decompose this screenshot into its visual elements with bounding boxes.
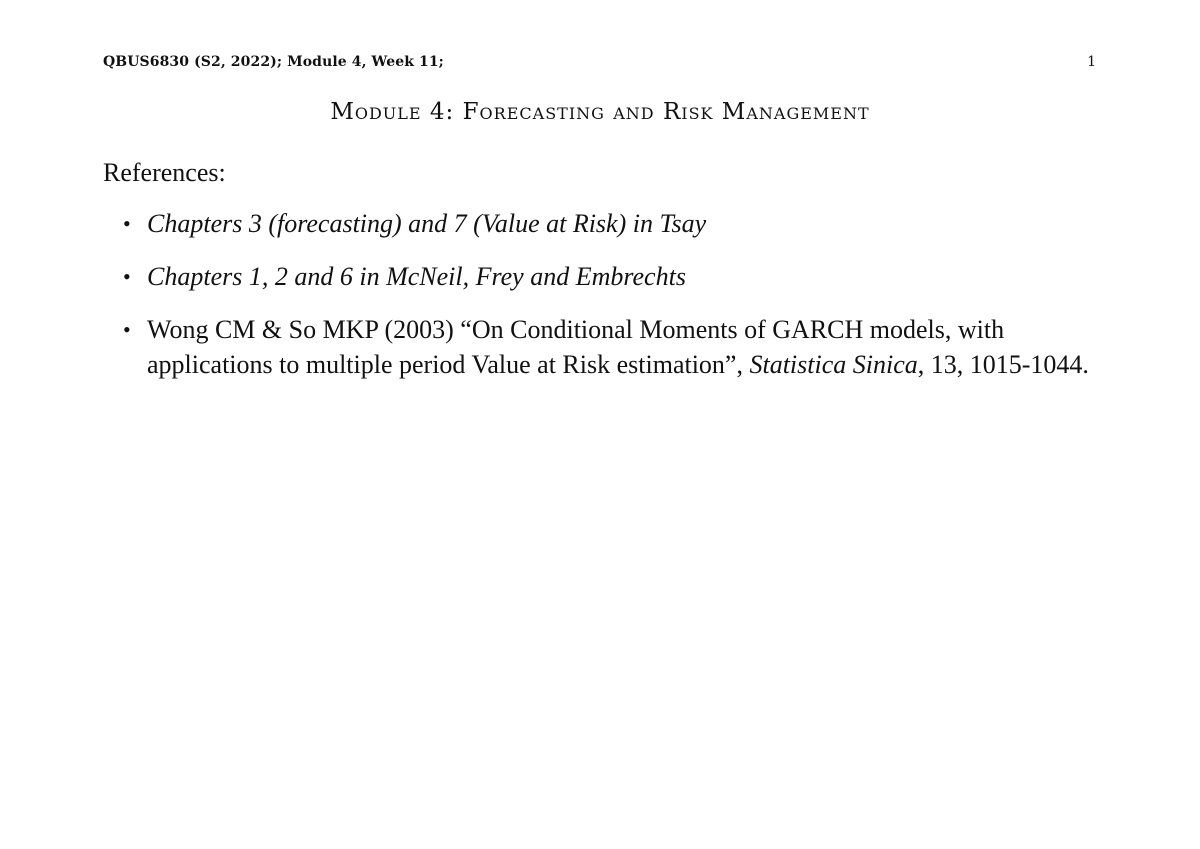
bullet-icon: • bbox=[123, 211, 131, 236]
reference-citation: , 13, 1015-1044. bbox=[917, 350, 1089, 379]
reference-item-tsay bbox=[103, 206, 1098, 241]
reference-text: Wong CM & So MKP (2003) “On Conditional Moments of GARCH models, with applications to multiple period Value at Risk estimation”, bbox=[147, 315, 1005, 379]
reference-text: Chapters 3 (forecasting) and 7 (Value at Risk) in Tsay bbox=[147, 209, 707, 238]
references-label: References: bbox=[103, 158, 226, 187]
reference-item-mcneil bbox=[103, 259, 1098, 294]
page-number: 1 bbox=[1087, 54, 1096, 70]
bullet-icon: • bbox=[123, 317, 131, 342]
page-title: Module 4: Forecasting and Risk Management bbox=[330, 99, 870, 125]
running-header: QBUS6830 (S2, 2022); Module 4, Week 11; bbox=[103, 54, 444, 70]
references-list bbox=[103, 206, 1098, 400]
reference-item-wong-so bbox=[103, 312, 1098, 382]
bullet-icon: • bbox=[123, 264, 131, 289]
reference-text: Chapters 1, 2 and 6 in McNeil, Frey and Embrechts bbox=[147, 262, 686, 291]
journal-name: Statistica Sinica bbox=[749, 350, 918, 379]
